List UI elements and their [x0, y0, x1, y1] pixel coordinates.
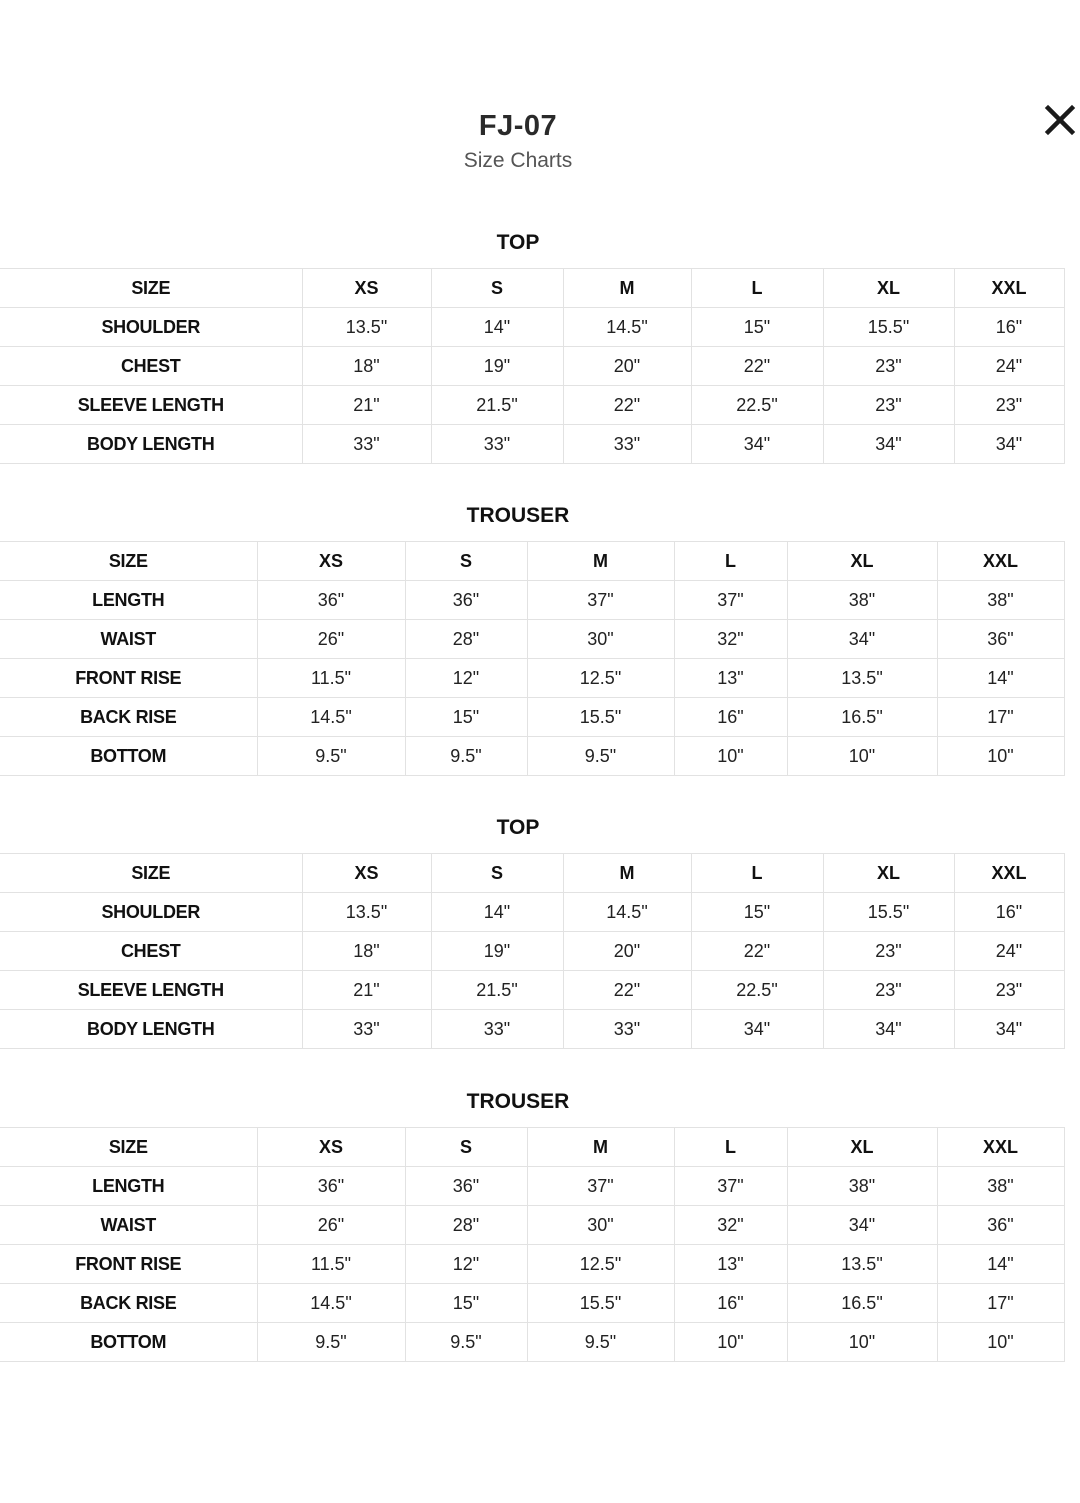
measurement-value: 14.5" — [563, 308, 691, 347]
measurement-value: 38" — [937, 581, 1064, 620]
table-row — [0, 1167, 1064, 1206]
table-row — [0, 425, 1064, 464]
table-row — [0, 308, 1064, 347]
size-column-header: XL — [823, 269, 954, 308]
measurement-value: 15" — [691, 308, 823, 347]
measurement-value: 37" — [674, 581, 787, 620]
measurement-value: 14" — [431, 893, 563, 932]
measurement-value: 16" — [954, 308, 1064, 347]
measurement-label: BACK RISE — [0, 698, 257, 737]
measurement-value: 33" — [302, 1010, 431, 1049]
measurement-label: SHOULDER — [0, 308, 302, 347]
measurement-value: 34" — [691, 1010, 823, 1049]
measurement-value: 10" — [787, 737, 937, 776]
measurement-label: LENGTH — [0, 581, 257, 620]
size-column-header: XS — [257, 542, 405, 581]
size-column-header: L — [691, 854, 823, 893]
measurement-value: 38" — [787, 581, 937, 620]
size-column-header: M — [563, 854, 691, 893]
measurement-label: BOTTOM — [0, 1323, 257, 1362]
size-column-header: XXL — [937, 542, 1064, 581]
measurement-label: BOTTOM — [0, 737, 257, 776]
trouser-size-table — [0, 541, 1065, 776]
measurement-value: 34" — [823, 1010, 954, 1049]
measurement-value: 23" — [823, 971, 954, 1010]
size-column-header: S — [405, 1128, 527, 1167]
measurement-value: 16" — [954, 893, 1064, 932]
measurement-value: 17" — [937, 698, 1064, 737]
measurement-value: 22" — [691, 932, 823, 971]
measurement-value: 15.5" — [527, 1284, 674, 1323]
table-row — [0, 1323, 1064, 1362]
measurement-value: 34" — [787, 620, 937, 659]
size-header-cell: SIZE — [0, 269, 302, 308]
measurement-value: 33" — [563, 425, 691, 464]
modal-header — [0, 106, 1036, 176]
measurement-value: 13.5" — [302, 308, 431, 347]
size-column-header: S — [431, 854, 563, 893]
size-column-header: L — [691, 269, 823, 308]
close-icon — [1038, 98, 1080, 142]
size-column-header: M — [527, 1128, 674, 1167]
size-column-header: XXL — [937, 1128, 1064, 1167]
trouser-size-section — [0, 503, 1064, 776]
measurement-value: 10" — [787, 1323, 937, 1362]
measurement-value: 10" — [674, 1323, 787, 1362]
size-header-cell: SIZE — [0, 854, 302, 893]
measurement-value: 36" — [405, 581, 527, 620]
table-header-row — [0, 1128, 1064, 1167]
measurement-value: 30" — [527, 620, 674, 659]
measurement-value: 14.5" — [257, 698, 405, 737]
measurement-label: SLEEVE LENGTH — [0, 971, 302, 1010]
measurement-value: 15" — [691, 893, 823, 932]
measurement-value: 21" — [302, 971, 431, 1010]
size-column-header: M — [527, 542, 674, 581]
measurement-value: 16.5" — [787, 1284, 937, 1323]
measurement-label: BODY LENGTH — [0, 1010, 302, 1049]
measurement-value: 20" — [563, 932, 691, 971]
measurement-value: 28" — [405, 620, 527, 659]
measurement-value: 20" — [563, 347, 691, 386]
measurement-value: 19" — [431, 347, 563, 386]
top-size-section — [0, 815, 1064, 1049]
measurement-value: 15.5" — [527, 698, 674, 737]
size-column-header: XS — [302, 854, 431, 893]
size-column-header: XL — [823, 854, 954, 893]
measurement-value: 9.5" — [405, 737, 527, 776]
section-title: TOP — [496, 816, 540, 839]
measurement-value: 18" — [302, 932, 431, 971]
measurement-label: CHEST — [0, 347, 302, 386]
measurement-value: 16.5" — [787, 698, 937, 737]
table-row — [0, 1284, 1064, 1323]
measurement-value: 14" — [431, 308, 563, 347]
measurement-label: FRONT RISE — [0, 1245, 257, 1284]
measurement-value: 23" — [823, 932, 954, 971]
measurement-value: 16" — [674, 698, 787, 737]
table-row — [0, 659, 1064, 698]
page-subtitle: Size Charts — [463, 149, 573, 172]
table-row — [0, 893, 1064, 932]
table-row — [0, 1245, 1064, 1284]
measurement-value: 14.5" — [257, 1284, 405, 1323]
measurement-value: 12.5" — [527, 1245, 674, 1284]
measurement-label: SLEEVE LENGTH — [0, 386, 302, 425]
measurement-value: 24" — [954, 347, 1064, 386]
measurement-value: 12" — [405, 1245, 527, 1284]
measurement-value: 23" — [954, 386, 1064, 425]
measurement-value: 13" — [674, 659, 787, 698]
size-column-header: L — [674, 1128, 787, 1167]
measurement-value: 13" — [674, 1245, 787, 1284]
measurement-value: 23" — [823, 386, 954, 425]
measurement-label: BACK RISE — [0, 1284, 257, 1323]
measurement-value: 36" — [937, 1206, 1064, 1245]
measurement-value: 12.5" — [527, 659, 674, 698]
measurement-value: 33" — [431, 1010, 563, 1049]
measurement-value: 38" — [937, 1167, 1064, 1206]
page-title: FJ-07 — [478, 110, 558, 142]
measurement-value: 10" — [674, 737, 787, 776]
table-header-row — [0, 542, 1064, 581]
size-column-header: XL — [787, 1128, 937, 1167]
measurement-value: 34" — [954, 1010, 1064, 1049]
measurement-value: 15" — [405, 1284, 527, 1323]
measurement-value: 10" — [937, 737, 1064, 776]
measurement-value: 37" — [527, 1167, 674, 1206]
table-row — [0, 386, 1064, 425]
measurement-value: 18" — [302, 347, 431, 386]
measurement-value: 9.5" — [405, 1323, 527, 1362]
measurement-label: CHEST — [0, 932, 302, 971]
measurement-value: 17" — [937, 1284, 1064, 1323]
table-row — [0, 737, 1064, 776]
measurement-value: 32" — [674, 620, 787, 659]
measurement-label: LENGTH — [0, 1167, 257, 1206]
measurement-value: 9.5" — [257, 737, 405, 776]
measurement-value: 37" — [674, 1167, 787, 1206]
measurement-value: 37" — [527, 581, 674, 620]
measurement-label: FRONT RISE — [0, 659, 257, 698]
measurement-label: WAIST — [0, 1206, 257, 1245]
measurement-value: 21" — [302, 386, 431, 425]
measurement-value: 15" — [405, 698, 527, 737]
measurement-label: WAIST — [0, 620, 257, 659]
size-header-cell: SIZE — [0, 1128, 257, 1167]
measurement-value: 26" — [257, 620, 405, 659]
size-column-header: XXL — [954, 269, 1064, 308]
size-column-header: S — [431, 269, 563, 308]
measurement-value: 12" — [405, 659, 527, 698]
measurement-value: 36" — [405, 1167, 527, 1206]
top-size-table — [0, 853, 1065, 1049]
measurement-value: 14" — [937, 659, 1064, 698]
measurement-value: 23" — [954, 971, 1064, 1010]
measurement-value: 28" — [405, 1206, 527, 1245]
table-row — [0, 698, 1064, 737]
measurement-value: 34" — [787, 1206, 937, 1245]
measurement-value: 13.5" — [787, 659, 937, 698]
measurement-value: 34" — [954, 425, 1064, 464]
table-row — [0, 1010, 1064, 1049]
measurement-value: 11.5" — [257, 1245, 405, 1284]
measurement-value: 23" — [823, 347, 954, 386]
trouser-size-section — [0, 1089, 1064, 1362]
measurement-value: 13.5" — [302, 893, 431, 932]
measurement-value: 14" — [937, 1245, 1064, 1284]
table-row — [0, 1206, 1064, 1245]
section-title: TROUSER — [466, 1090, 570, 1113]
top-size-table — [0, 268, 1065, 464]
size-column-header: XS — [257, 1128, 405, 1167]
measurement-value: 16" — [674, 1284, 787, 1323]
measurement-value: 9.5" — [257, 1323, 405, 1362]
section-title: TOP — [496, 231, 540, 254]
measurement-value: 13.5" — [787, 1245, 937, 1284]
table-header-row — [0, 854, 1064, 893]
measurement-value: 14.5" — [563, 893, 691, 932]
measurement-value: 22" — [563, 386, 691, 425]
measurement-value: 21.5" — [431, 386, 563, 425]
measurement-value: 36" — [937, 620, 1064, 659]
measurement-value: 30" — [527, 1206, 674, 1245]
measurement-value: 34" — [691, 425, 823, 464]
table-row — [0, 932, 1064, 971]
measurement-value: 33" — [302, 425, 431, 464]
size-column-header: XXL — [954, 854, 1064, 893]
close-button[interactable] — [1038, 98, 1080, 142]
size-column-header: S — [405, 542, 527, 581]
table-row — [0, 971, 1064, 1010]
measurement-value: 33" — [431, 425, 563, 464]
table-row — [0, 620, 1064, 659]
section-title: TROUSER — [466, 504, 570, 527]
measurement-value: 15.5" — [823, 893, 954, 932]
size-column-header: XS — [302, 269, 431, 308]
measurement-value: 24" — [954, 932, 1064, 971]
table-header-row — [0, 269, 1064, 308]
top-size-section — [0, 230, 1064, 464]
measurement-value: 9.5" — [527, 737, 674, 776]
measurement-value: 9.5" — [527, 1323, 674, 1362]
measurement-value: 34" — [823, 425, 954, 464]
measurement-value: 22" — [563, 971, 691, 1010]
measurement-value: 11.5" — [257, 659, 405, 698]
measurement-value: 22.5" — [691, 386, 823, 425]
measurement-value: 38" — [787, 1167, 937, 1206]
measurement-value: 22" — [691, 347, 823, 386]
measurement-value: 15.5" — [823, 308, 954, 347]
measurement-value: 26" — [257, 1206, 405, 1245]
measurement-value: 36" — [257, 1167, 405, 1206]
size-column-header: XL — [787, 542, 937, 581]
size-column-header: L — [674, 542, 787, 581]
table-row — [0, 581, 1064, 620]
trouser-size-table — [0, 1127, 1065, 1362]
measurement-label: BODY LENGTH — [0, 425, 302, 464]
measurement-value: 22.5" — [691, 971, 823, 1010]
size-column-header: M — [563, 269, 691, 308]
measurement-value: 21.5" — [431, 971, 563, 1010]
size-header-cell: SIZE — [0, 542, 257, 581]
measurement-value: 19" — [431, 932, 563, 971]
measurement-value: 33" — [563, 1010, 691, 1049]
measurement-value: 32" — [674, 1206, 787, 1245]
measurement-value: 36" — [257, 581, 405, 620]
table-row — [0, 347, 1064, 386]
measurement-value: 10" — [937, 1323, 1064, 1362]
measurement-label: SHOULDER — [0, 893, 302, 932]
